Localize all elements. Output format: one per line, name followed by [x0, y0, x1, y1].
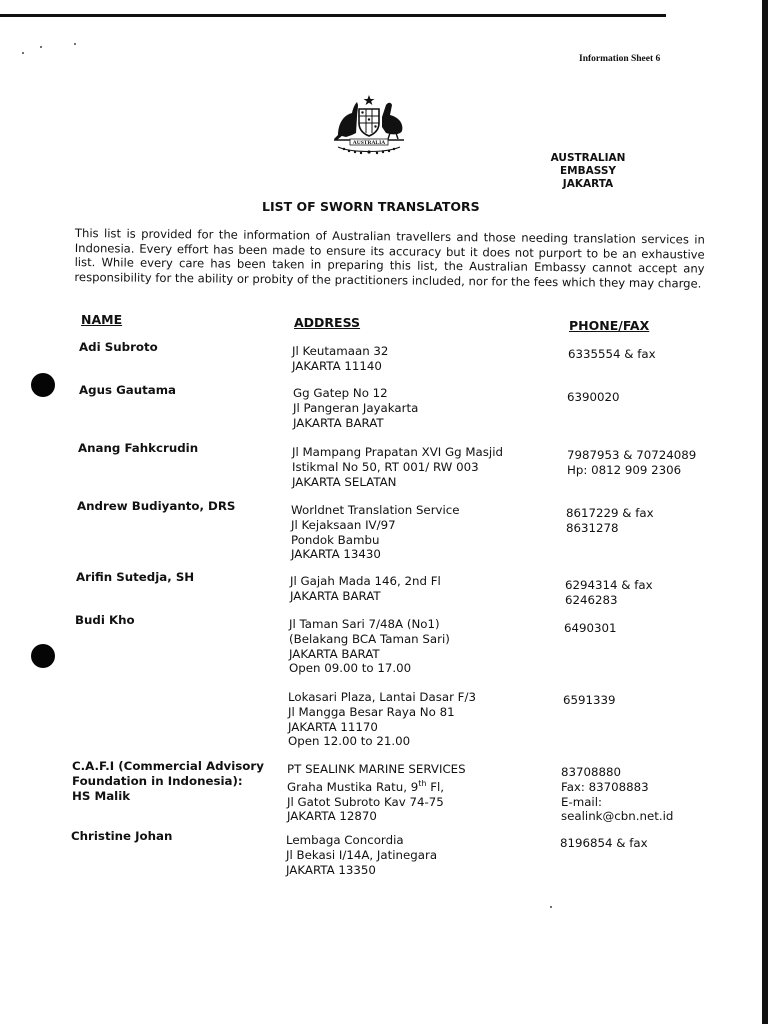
translator-address: Jl Mampang Prapatan XVI Gg Masjid Istikmal No 50, RT 001/ RW 003 JAKARTA SELATAN [292, 445, 503, 489]
column-header-name: NAME [81, 312, 123, 327]
column-header-address: ADDRESS [294, 315, 361, 330]
translator-name: Christine Johan [71, 829, 173, 843]
embassy-heading [522, 152, 654, 191]
intro-paragraph: This list is provided for the information of Australian travellers and those needing translation services in Indonesia. Every effort has been made to ensure its accuracy but it does not purport to be an exhaustive list. While every care has been taken in preparing this list, the Australian Embassy cannot accept any responsibility for the ability or probity of the practitioners included, nor for the fees which they may charge. [74, 226, 705, 291]
translator-name: C.A.F.I (Commercial Advisory Foundation in Indonesia): HS Malik [72, 759, 264, 803]
translator-phone: 8617229 & fax 8631278 [566, 506, 654, 535]
translator-phone: 6390020 [567, 390, 620, 404]
translator-name: Anang Fahkcrudin [78, 441, 199, 455]
translator-address: Gg Gatep No 12 Jl Pangeran Jayakarta JAKARTA BARAT [293, 386, 419, 430]
translator-name: Andrew Budiyanto, DRS [77, 499, 236, 513]
translator-phone: 6335554 & fax [568, 347, 656, 361]
scan-speck [550, 906, 552, 908]
translator-phone: 7987953 & 70724089 Hp: 0812 909 2306 [567, 448, 697, 477]
translator-address: Worldnet Translation Service Jl Kejaksaan IV/97 Pondok Bambu JAKARTA 13430 [291, 503, 460, 562]
translator-name: Adi Subroto [79, 340, 158, 354]
punch-hole [31, 644, 55, 668]
translator-phone: 8196854 & fax [560, 836, 648, 850]
embassy-city: JAKARTA [562, 178, 614, 190]
translator-phone: 6591339 [563, 693, 616, 707]
column-header-phone: PHONE/FAX [569, 318, 650, 333]
translator-address: Jl Keutamaan 32 JAKARTA 11140 [292, 344, 389, 373]
top-rule [0, 14, 666, 17]
australia-coat-of-arms-logo [328, 93, 410, 155]
translator-address: Jl Gajah Mada 146, 2nd Fl JAKARTA BARAT [290, 574, 441, 603]
translator-address: Lokasari Plaza, Lantai Dasar F/3 Jl Mangga Besar Raya No 81 JAKARTA 11170 Open 12.00 to 21.00 [288, 690, 476, 749]
right-scan-edge [762, 0, 768, 1024]
scan-speck [74, 43, 76, 45]
translator-address: PT SEALINK MARINE SERVICES Graha Mustika Ratu, 9th Fl, Jl Gatot Subroto Kav 74-75 JAKARTA 12870 [287, 762, 466, 824]
translator-phone: 83708880 Fax: 83708883 E-mail: sealink@cbn.net.id [561, 765, 674, 824]
embassy-name: AUSTRALIAN EMBASSY [550, 152, 626, 177]
translator-phone: 6294314 & fax 6246283 [565, 578, 653, 607]
info-sheet-label: Information Sheet 6 [579, 54, 661, 64]
translator-address: Lembaga Concordia Jl Bekasi I/14A, Jatinegara JAKARTA 13350 [286, 833, 438, 877]
translator-name: Arifin Sutedja, SH [76, 570, 195, 584]
document-title: LIST OF SWORN TRANSLATORS [262, 199, 480, 214]
translator-name: Agus Gautama [79, 383, 176, 397]
scan-speck [40, 46, 42, 48]
svg-text:AUSTRALIA: AUSTRALIA [352, 140, 386, 146]
translator-phone: 6490301 [564, 621, 617, 635]
scan-speck [22, 52, 24, 54]
translator-address: Jl Taman Sari 7/48A (No1) (Belakang BCA Taman Sari) JAKARTA BARAT Open 09.00 to 17.00 [289, 617, 450, 676]
translator-name: Budi Kho [75, 613, 135, 627]
punch-hole [31, 373, 55, 397]
